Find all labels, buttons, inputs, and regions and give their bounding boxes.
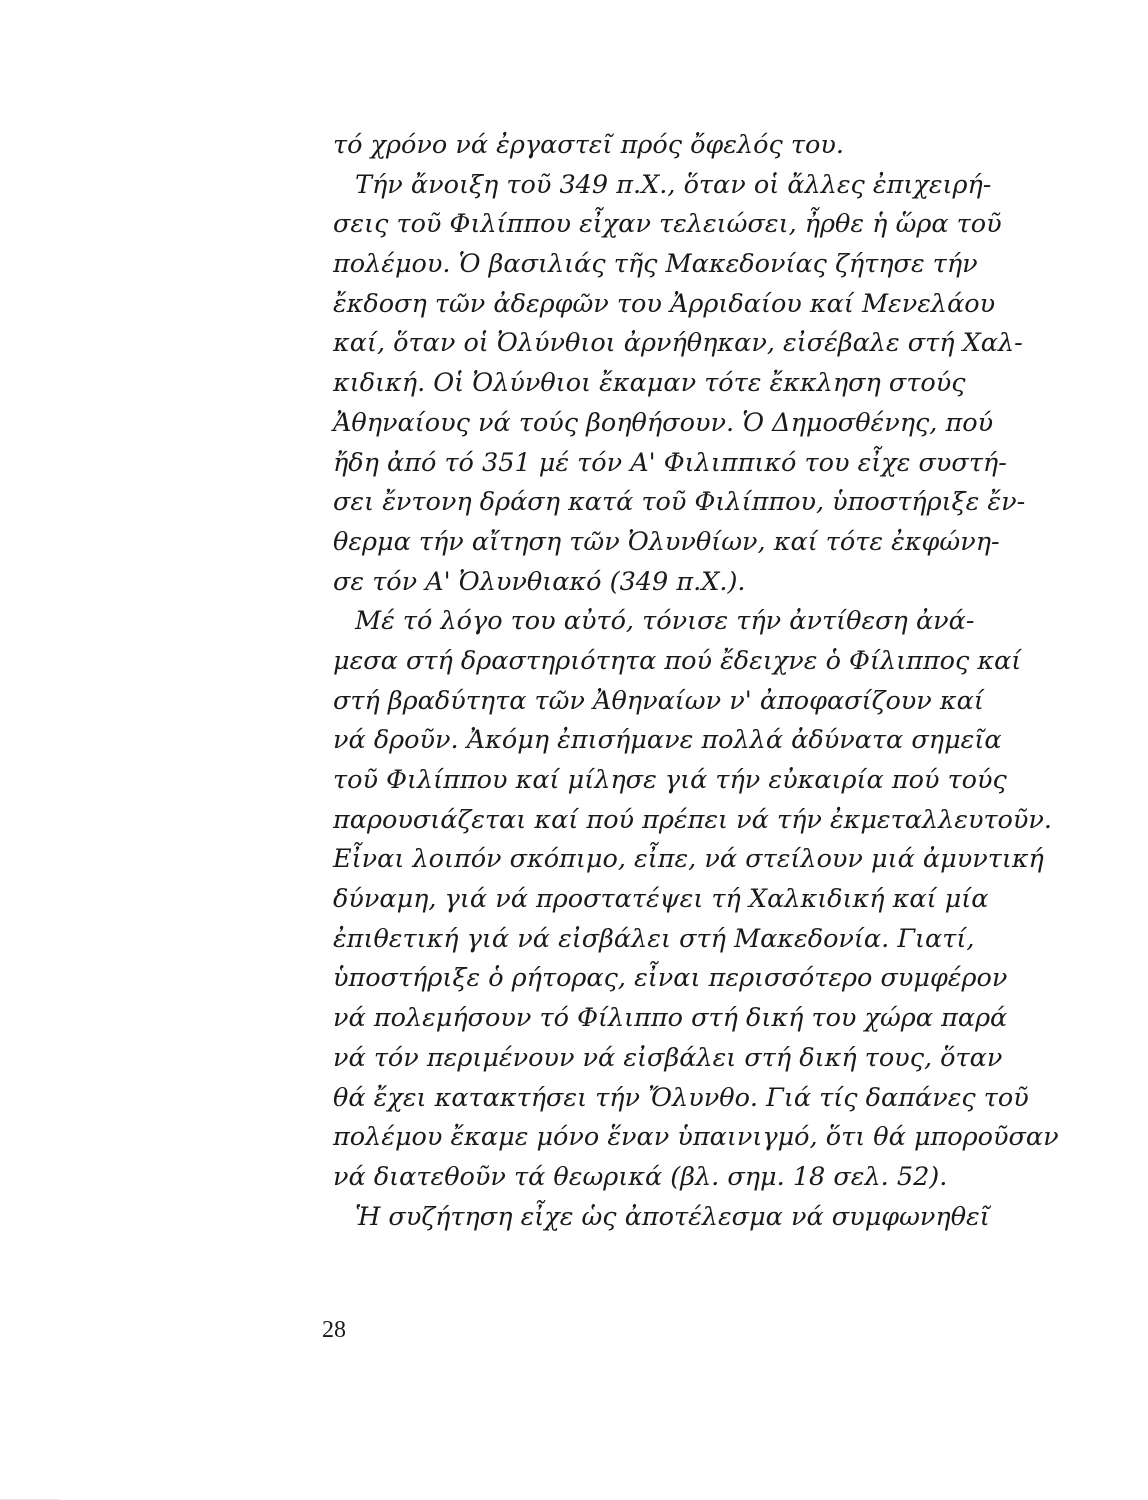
text-line: τό χρόνο νά ἐργαστεῖ πρός ὄφελός του. xyxy=(333,130,844,160)
text-line: καί, ὅταν οἱ Ὀλύνθιοι ἀρνήθηκαν, εἰσέβαλε στή Χαλ- xyxy=(333,328,1023,359)
page-number: 28 xyxy=(322,1317,346,1343)
text-line: νά τόν περιμένουν νά εἰσβάλει στή δική τους, ὅταν xyxy=(333,1042,1003,1073)
text-line: σει ἔντονη δράση κατά τοῦ Φιλίππου, ὑποστήριξε ἔν- xyxy=(333,487,1026,518)
text-line: μεσα στή δραστηριότητα πού ἔδειχνε ὁ Φίλιππος καί xyxy=(333,645,1022,676)
text-line: παρουσιάζεται καί πού πρέπει νά τήν ἐκμεταλλευτοῦν. xyxy=(333,804,1053,835)
text-line: θερμα τήν αἴτηση τῶν Ὀλυνθίων, καί τότε ἐκφώνη- xyxy=(333,526,1000,557)
text-line: σε τόν Α' Ὀλυνθιακό (349 π.Χ.). xyxy=(333,566,746,597)
text-line: ἤδη ἀπό τό 351 μέ τόν Α' Φιλιππικό του εἶχε συστή- xyxy=(333,447,1007,478)
text-line: Ἀθηναίους νά τούς βοηθήσουν. Ὁ Δημοσθένης, πού xyxy=(333,407,994,438)
text-line: θά ἔχει κατακτήσει τήν Ὄλυνθο. Γιά τίς δαπάνες τοῦ xyxy=(333,1082,1029,1113)
text-line: ἐπιθετική γιά νά εἰσβάλει στή Μακεδονία. Γιατί, xyxy=(333,923,975,954)
text-line: νά πολεμήσουν τό Φίλιππο στή δική του χώρα παρά xyxy=(333,1003,1008,1034)
text-line: πολέμου. Ὁ βασιλιάς τῆς Μακεδονίας ζήτησε τήν xyxy=(333,249,978,280)
text-line: πολέμου ἔκαμε μόνο ἕναν ὑπαινιγμό, ὅτι θά μποροῦσαν xyxy=(333,1122,1059,1153)
text-line: κιδική. Οἱ Ὀλύνθιοι ἔκαμαν τότε ἔκκληση στούς xyxy=(333,368,966,399)
text-line: ἔκδοση τῶν ἀδερφῶν του Ἀρριδαίου καί Μενελάου xyxy=(333,288,996,319)
text-line: Τήν ἄνοιξη τοῦ 349 π.Χ., ὅταν οἱ ἄλλες ἐπιχειρή- xyxy=(355,169,992,200)
text-line: σεις τοῦ Φιλίππου εἶχαν τελειώσει, ἦρθε ἡ ὥρα τοῦ xyxy=(333,209,1002,240)
text-line: Εἶναι λοιπόν σκόπιμο, εἶπε, νά στείλουν μιά ἀμυντική xyxy=(333,844,1044,875)
text-line: Ἡ συζήτηση εἶχε ὡς ἀποτέλεσμα νά συμφωνηθεῖ xyxy=(355,1201,990,1232)
text-line: δύναμη, γιά νά προστατέψει τή Χαλκιδική καί μία xyxy=(333,884,989,915)
text-line: στή βραδύτητα τῶν Ἀθηναίων ν' ἀποφασίζουν καί xyxy=(333,685,984,716)
text-line: ὑποστήριξε ὁ ρήτορας, εἶναι περισσότερο συμφέρον xyxy=(333,963,1008,994)
text-line: τοῦ Φιλίππου καί μίλησε γιά τήν εὐκαιρία πού τούς xyxy=(333,765,1007,795)
text-line: Μέ τό λόγο του αὐτό, τόνισε τήν ἀντίθεση ἀνά- xyxy=(355,606,975,637)
text-line: νά διατεθοῦν τά θεωρικά (βλ. σημ. 18 σελ. 52). xyxy=(333,1161,948,1192)
text-line: νά δροῦν. Ἀκόμη ἐπισήμανε πολλά ἀδύνατα σημεῖα xyxy=(333,725,1002,756)
body-text xyxy=(333,126,1059,1237)
